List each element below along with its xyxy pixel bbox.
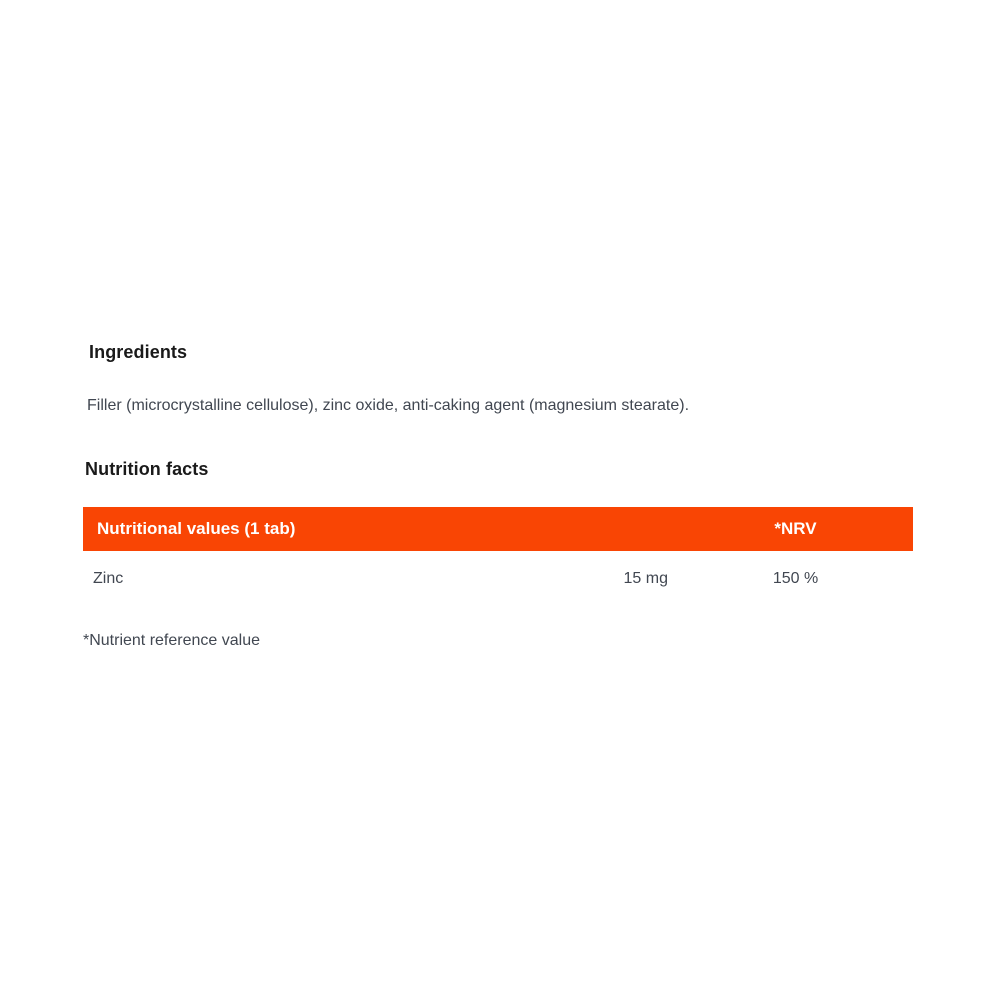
ingredients-text: Filler (microcrystalline cellulose), zinc oxide, anti-caking agent (magnesium stearate). — [87, 397, 690, 414]
header-nrv-label: *NRV — [774, 519, 817, 538]
cell-amount: 15 mg — [623, 570, 668, 587]
nrv-footnote: *Nutrient reference value — [83, 632, 260, 649]
nutrition-facts-title: Nutrition facts — [85, 459, 209, 479]
ingredients-section — [83, 341, 913, 416]
ingredients-title: Ingredients — [89, 342, 188, 362]
cell-nutrient-name: Zinc — [93, 570, 124, 587]
nutrition-table — [83, 507, 913, 607]
product-info-panel — [83, 341, 913, 667]
nutrition-section — [83, 458, 913, 651]
nutrition-table-header — [83, 507, 913, 551]
header-nutritional-values-label: Nutritional values (1 tab) — [97, 519, 296, 538]
cell-nrv: 150 % — [772, 570, 819, 587]
table-row — [83, 551, 913, 607]
